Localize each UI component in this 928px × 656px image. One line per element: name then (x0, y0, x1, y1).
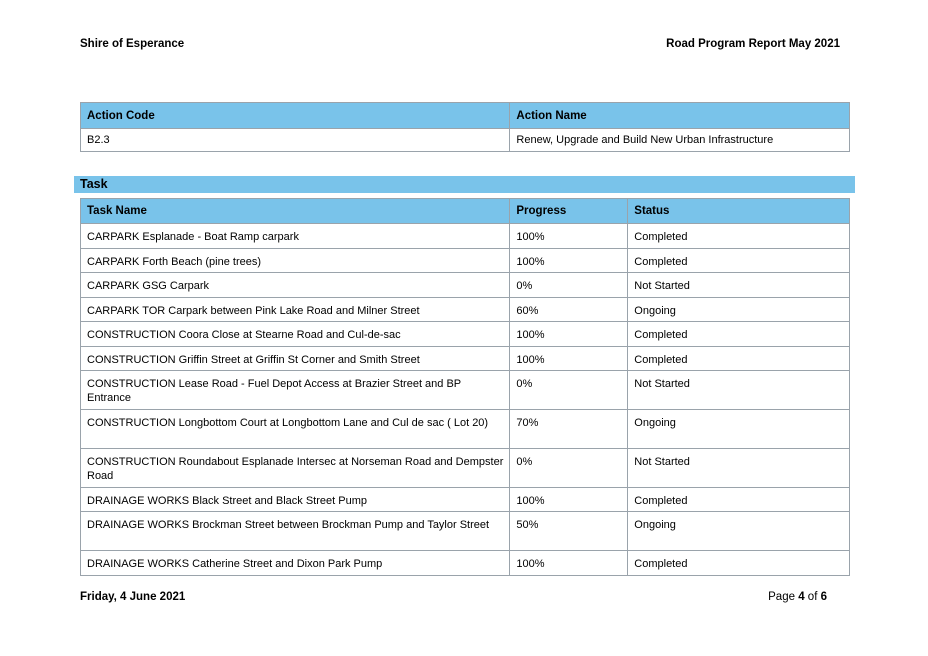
status-cell: Ongoing (628, 512, 850, 551)
progress-cell: 100% (510, 249, 628, 273)
progress-cell: 100% (510, 347, 628, 371)
page-total: 6 (820, 591, 827, 603)
task-name-cell: DRAINAGE WORKS Black Street and Black Street Pump (81, 488, 510, 512)
progress-cell: 60% (510, 298, 628, 322)
action-table-header (81, 103, 850, 129)
status-cell: Completed (628, 249, 850, 273)
status-cell: Completed (628, 347, 850, 371)
progress-cell: 100% (510, 224, 628, 249)
page-prefix: Page (768, 591, 799, 603)
progress-cell: 0% (510, 449, 628, 488)
header-organization: Shire of Esperance (80, 38, 185, 50)
status-cell: Completed (628, 224, 850, 249)
table-row (81, 249, 850, 273)
progress-cell: 100% (510, 551, 628, 576)
status-cell: Not Started (628, 371, 850, 410)
page-current: 4 (798, 591, 805, 603)
action-name-cell: Renew, Upgrade and Build New Urban Infrastructure (510, 129, 850, 152)
status-cell: Not Started (628, 449, 850, 488)
table-row (81, 512, 850, 551)
table-row (81, 488, 850, 512)
progress-header: Progress (510, 199, 628, 224)
action-name-header: Action Name (510, 103, 850, 129)
task-name-cell: DRAINAGE WORKS Brockman Street between Brockman Pump and Taylor Street (81, 512, 510, 551)
task-name-cell: CONSTRUCTION Longbottom Court at Longbottom Lane and Cul de sac ( Lot 20) (81, 410, 510, 449)
action-table (80, 102, 850, 152)
progress-cell: 100% (510, 322, 628, 347)
progress-cell: 70% (510, 410, 628, 449)
table-row (81, 224, 850, 249)
task-name-cell: DRAINAGE WORKS Catherine Street and Dixon Park Pump (81, 551, 510, 576)
table-row (81, 273, 850, 298)
status-cell: Not Started (628, 273, 850, 298)
task-name-header: Task Name (81, 199, 510, 224)
task-name-cell: CARPARK TOR Carpark between Pink Lake Road and Milner Street (81, 298, 510, 322)
task-name-cell: CONSTRUCTION Lease Road - Fuel Depot Access at Brazier Street and BP Entrance (81, 371, 510, 410)
status-cell: Completed (628, 551, 850, 576)
header-report-title: Road Program Report May 2021 (666, 38, 840, 50)
task-table-header (81, 199, 850, 224)
table-row (81, 371, 850, 410)
table-row (81, 449, 850, 488)
task-name-cell: CARPARK Forth Beach (pine trees) (81, 249, 510, 273)
table-row (81, 298, 850, 322)
footer-page-number (768, 591, 827, 603)
task-name-cell: CARPARK Esplanade - Boat Ramp carpark (81, 224, 510, 249)
footer-date: Friday, 4 June 2021 (80, 591, 186, 603)
table-row (81, 410, 850, 449)
task-section-title: Task (74, 176, 855, 193)
progress-cell: 0% (510, 273, 628, 298)
task-name-cell: CONSTRUCTION Griffin Street at Griffin St Corner and Smith Street (81, 347, 510, 371)
task-table (80, 198, 850, 576)
status-cell: Completed (628, 322, 850, 347)
action-code-header: Action Code (81, 103, 510, 129)
action-code-cell: B2.3 (81, 129, 510, 152)
table-row (81, 551, 850, 576)
table-row (81, 347, 850, 371)
progress-cell: 50% (510, 512, 628, 551)
task-name-cell: CARPARK GSG Carpark (81, 273, 510, 298)
status-cell: Ongoing (628, 410, 850, 449)
page-of: of (804, 591, 821, 603)
status-cell: Ongoing (628, 298, 850, 322)
status-header: Status (628, 199, 850, 224)
progress-cell: 0% (510, 371, 628, 410)
task-name-cell: CONSTRUCTION Roundabout Esplanade Intersec at Norseman Road and Dempster Road (81, 449, 510, 488)
action-table-row (81, 129, 850, 152)
status-cell: Completed (628, 488, 850, 512)
progress-cell: 100% (510, 488, 628, 512)
task-name-cell: CONSTRUCTION Coora Close at Stearne Road and Cul-de-sac (81, 322, 510, 347)
table-row (81, 322, 850, 347)
